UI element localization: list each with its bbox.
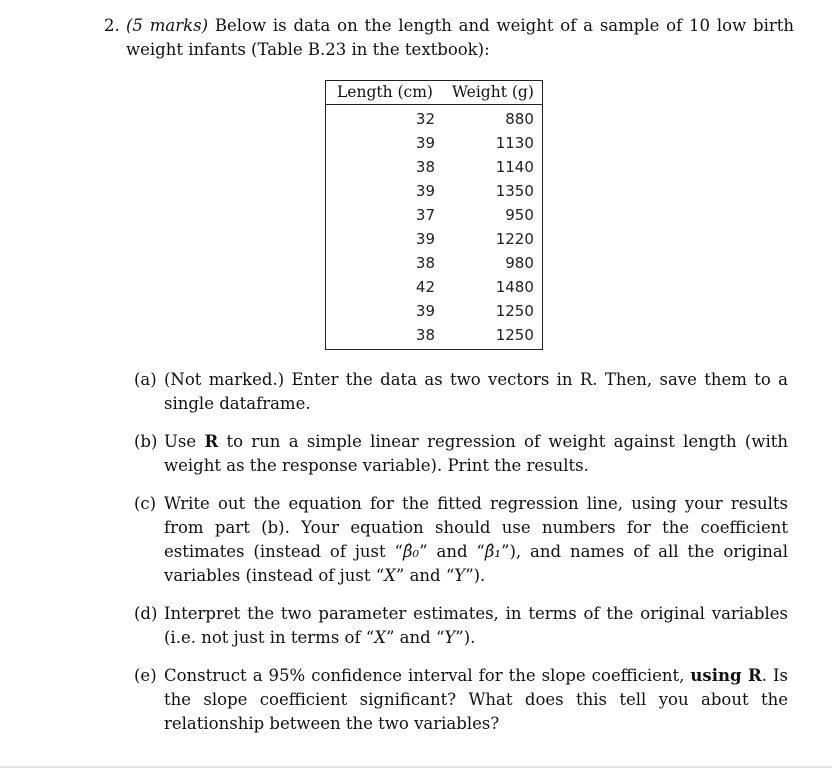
part-d-text1: Interpret the two parameter estimates, in terms of the original variables (i.e. not just in terms of “ — [164, 604, 788, 647]
part-c-text5: ”). — [465, 566, 486, 585]
part-e-bold: using R — [690, 666, 762, 685]
cell-length: 39 — [415, 230, 435, 248]
data-table-container — [325, 80, 543, 350]
part-d — [134, 602, 788, 650]
data-table — [325, 80, 543, 350]
header-length: Length (cm) — [326, 81, 444, 105]
cell-length: 32 — [415, 110, 435, 128]
part-c-text2: ” and “ — [419, 542, 485, 561]
part-d-label: (d) — [134, 604, 158, 623]
cell-length: 38 — [415, 254, 435, 272]
cell-weight: 1130 — [495, 134, 534, 152]
cell-weight: 880 — [505, 110, 534, 128]
part-d-text3: ”). — [455, 628, 476, 647]
question-header — [104, 14, 794, 62]
part-d-text2: ” and “ — [386, 628, 445, 647]
part-d-x: X — [374, 628, 386, 647]
part-c-text4: ” and “ — [395, 566, 455, 585]
cell-length: 37 — [415, 206, 435, 224]
part-a-text: (Not marked.) Enter the data as two vectors in R. Then, save them to a single dataframe. — [164, 370, 788, 413]
cell-weight: 980 — [505, 254, 534, 272]
part-e-pre: Construct a 95% confidence interval for the slope coefficient, — [164, 666, 691, 685]
part-c-text3: ”), and names of all the original variables (instead of just “ — [164, 542, 789, 585]
part-c-label: (c) — [134, 494, 157, 513]
cell-length: 42 — [415, 278, 435, 296]
table-row — [326, 275, 543, 299]
part-c-text — [164, 492, 788, 588]
part-b-pre: Use — [164, 432, 205, 451]
table-row — [326, 323, 543, 350]
table-row — [326, 203, 543, 227]
cell-length: 39 — [415, 302, 435, 320]
cell-weight: 1140 — [495, 158, 534, 176]
part-b-post: to run a simple linear regression of weight against length (with weight as the response variable). Print the results. — [164, 432, 789, 475]
cell-weight: 1480 — [495, 278, 534, 296]
question-intro — [126, 14, 794, 62]
part-e-post: . Is the slope coefficient significant? What does this tell you about the relationship between the two variables? — [164, 666, 788, 733]
part-b-label: (b) — [134, 432, 158, 451]
cell-weight: 950 — [505, 206, 534, 224]
question-number: 2. — [104, 16, 120, 35]
part-c-x: X — [384, 566, 396, 585]
cell-weight: 1250 — [495, 302, 534, 320]
table-row — [326, 155, 543, 179]
part-c-beta0: β̂₀ — [403, 542, 420, 561]
table-row — [326, 131, 543, 155]
table-row — [326, 227, 543, 251]
part-c — [134, 492, 788, 588]
question-block — [104, 14, 794, 62]
cell-length: 38 — [415, 326, 435, 344]
table-row — [326, 105, 543, 132]
table-row — [326, 179, 543, 203]
part-d-y: Y — [444, 628, 456, 647]
part-b-bold: R — [204, 432, 219, 451]
part-e-text — [164, 664, 788, 736]
part-e-label: (e) — [134, 666, 157, 685]
part-a — [134, 368, 788, 416]
part-c-y: Y — [454, 566, 466, 585]
part-e — [134, 664, 788, 736]
part-b — [134, 430, 788, 478]
cell-length: 39 — [415, 134, 435, 152]
cell-length: 38 — [415, 158, 435, 176]
table-row — [326, 251, 543, 275]
question-parts — [134, 368, 788, 750]
cell-weight: 1220 — [495, 230, 534, 248]
part-c-text1: Write out the equation for the fitted regression line, using your results from part (b). Your equation should use numbers for the coefficient estimates (instead of just “ — [164, 494, 788, 561]
cell-weight: 1250 — [495, 326, 534, 344]
part-b-text — [164, 430, 788, 478]
question-intro-text: Below is data on the length and weight of a sample of 10 low birth weight infants (Table B.23 in the textbook): — [126, 16, 794, 59]
part-d-text — [164, 602, 788, 650]
cell-weight: 1350 — [495, 182, 534, 200]
question-marks: (5 marks) — [126, 16, 209, 35]
part-a-label: (a) — [134, 370, 157, 389]
part-c-beta1: β̂₁ — [484, 542, 502, 561]
cell-length: 39 — [415, 182, 435, 200]
header-weight: Weight (g) — [443, 81, 542, 105]
table-row — [326, 299, 543, 323]
table-header-row — [326, 81, 543, 105]
